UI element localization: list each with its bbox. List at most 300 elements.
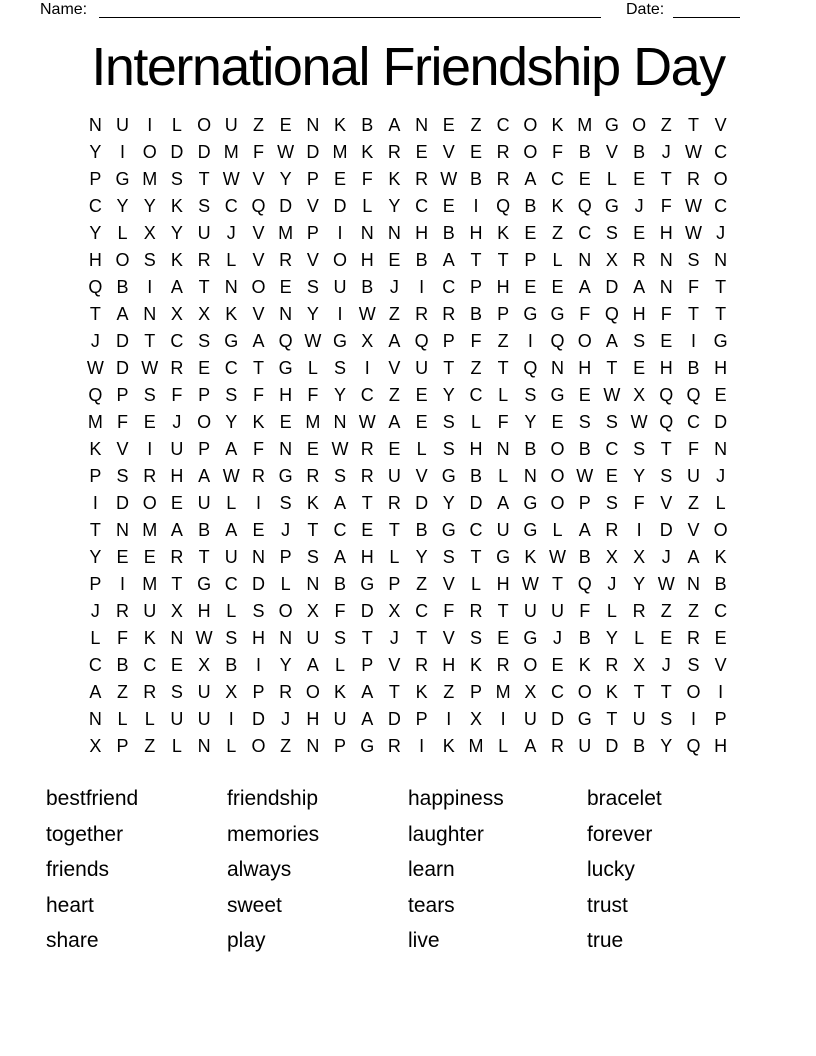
grid-letter: C	[496, 114, 510, 135]
grid-letter: P	[334, 735, 347, 756]
grid-letter: R	[387, 735, 401, 756]
grid-letter: S	[442, 438, 455, 459]
grid-letter: Q	[88, 384, 103, 405]
grid-letter: T	[198, 276, 210, 297]
grid-letter: K	[143, 627, 156, 648]
grid-letter: R	[415, 168, 429, 189]
grid-letter: E	[279, 276, 292, 297]
grid-letter: C	[551, 681, 565, 702]
grid-letter: R	[279, 249, 293, 270]
grid-letter: C	[578, 222, 592, 243]
grid-letter: V	[388, 654, 401, 675]
grid-letter: E	[660, 627, 673, 648]
grid-letter: B	[469, 465, 482, 486]
grid-letter: F	[470, 330, 482, 351]
grid-letter: N	[224, 276, 238, 297]
grid-letter: G	[278, 465, 293, 486]
grid-letter: E	[252, 519, 265, 540]
grid-letter: N	[306, 573, 320, 594]
grid-letter: F	[252, 384, 264, 405]
grid-letter: T	[552, 573, 564, 594]
grid-letter: S	[633, 438, 646, 459]
grid-letter: P	[306, 222, 319, 243]
grid-letter: M	[142, 573, 158, 594]
grid-letter: I	[255, 654, 261, 675]
grid-letter: R	[632, 600, 646, 621]
grid-letter: S	[334, 357, 347, 378]
grid-letter: Y	[415, 546, 428, 567]
grid-letter: J	[716, 222, 726, 243]
grid-letter: U	[415, 357, 429, 378]
grid-letter: V	[442, 141, 455, 162]
grid-letter: T	[361, 492, 373, 513]
grid-letter: S	[225, 627, 238, 648]
grid-letter: C	[551, 168, 565, 189]
grid-letter: B	[578, 141, 591, 162]
grid-letter: N	[686, 573, 700, 594]
grid-letter: N	[143, 303, 157, 324]
grid-letter: W	[684, 141, 702, 162]
grid-letter: A	[89, 681, 102, 702]
grid-letter: A	[388, 330, 401, 351]
grid-letter: O	[713, 519, 728, 540]
word-item: heart	[46, 893, 94, 917]
grid-letter: C	[469, 384, 483, 405]
grid-letter: Q	[686, 735, 701, 756]
grid-letter: X	[605, 249, 618, 270]
grid-letter: J	[389, 627, 399, 648]
grid-letter: K	[252, 411, 265, 432]
grid-letter: S	[334, 627, 347, 648]
grid-letter: S	[578, 411, 591, 432]
grid-letter: A	[442, 249, 455, 270]
grid-letter: N	[360, 222, 374, 243]
grid-letter: V	[252, 168, 265, 189]
grid-letter: L	[117, 708, 128, 729]
grid-letter: S	[279, 492, 292, 513]
grid-letter: S	[252, 600, 265, 621]
grid-letter: J	[90, 330, 100, 351]
grid-letter: I	[419, 276, 425, 297]
grid-letter: H	[496, 276, 510, 297]
grid-letter: G	[713, 330, 728, 351]
grid-letter: M	[495, 681, 511, 702]
grid-letter: U	[306, 627, 320, 648]
grid-letter: T	[89, 303, 101, 324]
grid-letter: U	[333, 708, 347, 729]
grid-letter: R	[387, 141, 401, 162]
grid-letter: E	[361, 519, 374, 540]
grid-letter: R	[116, 600, 130, 621]
grid-letter: B	[524, 438, 537, 459]
grid-letter: N	[659, 276, 673, 297]
grid-letter: N	[279, 627, 293, 648]
grid-letter: F	[633, 492, 645, 513]
grid-letter: S	[334, 465, 347, 486]
grid-letter: I	[419, 735, 425, 756]
grid-letter: T	[171, 573, 183, 594]
grid-letter: O	[523, 141, 538, 162]
grid-letter: E	[198, 357, 211, 378]
grid-letter: K	[442, 735, 455, 756]
grid-letter: G	[333, 330, 348, 351]
grid-letter: B	[578, 546, 591, 567]
grid-letter: R	[360, 465, 374, 486]
grid-letter: L	[634, 627, 645, 648]
grid-letter: M	[142, 519, 158, 540]
grid-letter: J	[553, 627, 563, 648]
grid-letter: H	[714, 735, 728, 756]
grid-letter: I	[636, 519, 642, 540]
grid-letter: E	[170, 654, 183, 675]
grid-letter: I	[718, 681, 724, 702]
grid-letter: E	[415, 411, 428, 432]
grid-letter: Z	[497, 330, 509, 351]
grid-letter: R	[197, 249, 211, 270]
grid-letter: I	[690, 708, 696, 729]
grid-letter: V	[252, 249, 265, 270]
grid-letter: Y	[334, 384, 347, 405]
grid-letter: B	[714, 573, 727, 594]
grid-letter: W	[141, 357, 159, 378]
grid-letter: Q	[604, 303, 619, 324]
grid-letter: G	[523, 627, 538, 648]
grid-letter: E	[551, 276, 564, 297]
grid-letter: M	[223, 141, 239, 162]
grid-letter: H	[306, 708, 320, 729]
grid-letter: Y	[89, 222, 102, 243]
grid-letter: I	[120, 141, 126, 162]
grid-letter: V	[714, 654, 727, 675]
grid-letter: T	[497, 249, 509, 270]
grid-letter: N	[197, 735, 211, 756]
grid-letter: D	[251, 708, 265, 729]
grid-letter: Z	[388, 384, 400, 405]
grid-letter: R	[496, 654, 510, 675]
grid-letter: E	[714, 384, 727, 405]
grid-letter: B	[633, 141, 646, 162]
grid-letter: E	[143, 411, 156, 432]
grid-letter: C	[88, 195, 102, 216]
grid-letter: O	[333, 249, 348, 270]
grid-letter: R	[496, 141, 510, 162]
grid-letter: V	[442, 573, 455, 594]
grid-letter: T	[470, 249, 482, 270]
grid-letter: L	[335, 654, 346, 675]
word-item: always	[227, 858, 292, 882]
grid-letter: Y	[605, 627, 618, 648]
grid-letter: S	[605, 411, 618, 432]
grid-letter: H	[279, 384, 293, 405]
grid-letter: F	[660, 195, 672, 216]
grid-letter: B	[524, 195, 537, 216]
grid-letter: T	[388, 519, 400, 540]
grid-letter: T	[660, 438, 672, 459]
grid-letter: A	[388, 114, 401, 135]
grid-letter: Q	[278, 330, 293, 351]
grid-letter: T	[443, 357, 455, 378]
grid-letter: E	[334, 168, 347, 189]
grid-letter: C	[224, 357, 238, 378]
grid-letter: J	[281, 519, 291, 540]
grid-letter: B	[225, 654, 238, 675]
grid-letter: D	[469, 492, 483, 513]
grid-letter: C	[143, 654, 157, 675]
grid-letter: A	[578, 519, 591, 540]
grid-letter: A	[524, 735, 537, 756]
word-item: learn	[408, 858, 455, 882]
grid-letter: J	[661, 654, 671, 675]
grid-letter: L	[90, 627, 101, 648]
grid-letter: T	[633, 681, 645, 702]
grid-letter: Z	[280, 735, 292, 756]
grid-letter: P	[89, 573, 102, 594]
grid-letter: R	[605, 654, 619, 675]
grid-letter: B	[469, 168, 482, 189]
grid-letter: W	[86, 357, 104, 378]
grid-letter: E	[605, 465, 618, 486]
grid-letter: B	[415, 519, 428, 540]
grid-letter: B	[334, 573, 347, 594]
word-item: bestfriend	[46, 787, 139, 810]
grid-letter: G	[577, 708, 592, 729]
grid-letter: G	[523, 492, 538, 513]
grid-letter: D	[605, 735, 619, 756]
grid-letter: E	[279, 114, 292, 135]
grid-letter: Z	[687, 600, 699, 621]
grid-letter: Y	[633, 465, 646, 486]
grid-letter: O	[278, 600, 293, 621]
grid-letter: G	[441, 465, 456, 486]
grid-letter: N	[415, 114, 429, 135]
grid-letter: I	[337, 303, 343, 324]
grid-letter: H	[496, 573, 510, 594]
grid-letter: F	[252, 438, 264, 459]
grid-letter: L	[606, 168, 617, 189]
grid-letter: C	[469, 519, 483, 540]
grid-letter: C	[170, 330, 184, 351]
grid-letter: E	[551, 411, 564, 432]
grid-letter: I	[364, 357, 370, 378]
date-label: Date:	[626, 1, 665, 18]
grid-letter: M	[142, 168, 158, 189]
grid-letter: O	[577, 330, 592, 351]
grid-letter: Z	[117, 681, 129, 702]
grid-letter: T	[307, 519, 319, 540]
grid-letter: K	[497, 222, 510, 243]
grid-letter: O	[550, 438, 565, 459]
grid-letter: O	[142, 492, 157, 513]
grid-letter: F	[687, 276, 699, 297]
grid-letter: E	[469, 141, 482, 162]
grid-letter: C	[714, 195, 728, 216]
grid-letter: J	[90, 600, 100, 621]
grid-letter: V	[306, 195, 319, 216]
grid-letter: R	[170, 546, 184, 567]
grid-letter: D	[279, 195, 293, 216]
grid-letter: D	[415, 492, 429, 513]
grid-letter: I	[147, 438, 153, 459]
grid-letter: A	[252, 330, 265, 351]
grid-letter: J	[634, 195, 644, 216]
grid-letter: P	[578, 492, 591, 513]
grid-letter: L	[552, 519, 563, 540]
page-title: International Friendship Day	[91, 37, 725, 97]
grid-letter: I	[228, 708, 234, 729]
grid-letter: Y	[633, 573, 646, 594]
grid-letter: E	[170, 492, 183, 513]
grid-letter: E	[279, 411, 292, 432]
grid-letter: K	[415, 681, 428, 702]
grid-letter: E	[306, 438, 319, 459]
grid-letter: A	[225, 519, 238, 540]
grid-letter: P	[306, 168, 319, 189]
grid-letter: F	[552, 141, 564, 162]
grid-letter: G	[360, 573, 375, 594]
grid-letter: N	[578, 249, 592, 270]
grid-letter: Q	[550, 330, 565, 351]
grid-letter: Z	[443, 681, 455, 702]
grid-letter: P	[116, 384, 129, 405]
grid-letter: G	[604, 195, 619, 216]
grid-letter: R	[170, 357, 184, 378]
grid-letter: G	[278, 357, 293, 378]
grid-letter: S	[687, 654, 700, 675]
grid-letter: Z	[470, 357, 482, 378]
word-item: true	[587, 929, 624, 953]
grid-letter: D	[551, 708, 565, 729]
grid-letter: J	[226, 222, 236, 243]
grid-letter: L	[362, 195, 373, 216]
grid-letter: R	[686, 627, 700, 648]
grid-letter: R	[387, 492, 401, 513]
grid-letter: T	[198, 546, 210, 567]
grid-letter: W	[358, 411, 376, 432]
grid-letter: Q	[659, 384, 674, 405]
grid-letter: I	[92, 492, 98, 513]
grid-letter: P	[279, 546, 292, 567]
grid-letter: E	[633, 168, 646, 189]
grid-letter: A	[687, 546, 700, 567]
word-item: share	[46, 929, 99, 953]
grid-letter: Q	[88, 276, 103, 297]
grid-letter: X	[170, 303, 183, 324]
grid-letter: Y	[143, 195, 156, 216]
grid-letter: I	[337, 222, 343, 243]
grid-letter: U	[523, 600, 537, 621]
grid-letter: Q	[414, 330, 429, 351]
grid-letter: Z	[470, 114, 482, 135]
grid-letter: V	[252, 222, 265, 243]
grid-letter: U	[551, 600, 565, 621]
grid-letter: A	[334, 492, 347, 513]
grid-letter: U	[686, 465, 700, 486]
grid-letter: P	[497, 303, 510, 324]
grid-letter: N	[170, 627, 184, 648]
grid-letter: D	[170, 141, 184, 162]
grid-letter: T	[470, 546, 482, 567]
grid-letter: S	[687, 249, 700, 270]
grid-letter: O	[197, 411, 212, 432]
grid-letter: D	[360, 600, 374, 621]
grid-letter: R	[551, 735, 565, 756]
grid-letter: A	[306, 654, 319, 675]
grid-letter: O	[142, 141, 157, 162]
grid-letter: O	[550, 465, 565, 486]
grid-letter: Y	[442, 384, 455, 405]
grid-letter: F	[307, 384, 319, 405]
grid-letter: J	[281, 708, 291, 729]
grid-letter: F	[660, 303, 672, 324]
grid-letter: W	[304, 330, 322, 351]
grid-letter: E	[116, 546, 129, 567]
grid-letter: X	[633, 384, 646, 405]
grid-letter: O	[251, 276, 266, 297]
grid-letter: S	[198, 330, 211, 351]
grid-letter: O	[197, 114, 212, 135]
grid-letter: K	[469, 654, 482, 675]
grid-letter: R	[360, 438, 374, 459]
grid-letter: G	[441, 519, 456, 540]
grid-letter: K	[170, 195, 183, 216]
grid-letter: G	[550, 384, 565, 405]
grid-letter: X	[633, 654, 646, 675]
grid-letter: Y	[279, 654, 292, 675]
grid-letter: A	[361, 681, 374, 702]
grid-letter: E	[442, 195, 455, 216]
grid-letter: D	[197, 141, 211, 162]
grid-letter: T	[89, 519, 101, 540]
grid-letter: K	[306, 492, 319, 513]
grid-letter: J	[389, 276, 399, 297]
grid-letter: H	[659, 357, 673, 378]
word-item: sweet	[227, 893, 282, 917]
grid-letter: X	[225, 681, 238, 702]
grid-letter: B	[415, 249, 428, 270]
grid-letter: L	[498, 465, 509, 486]
grid-letter: T	[388, 681, 400, 702]
grid-letter: R	[306, 465, 320, 486]
grid-letter: Q	[523, 357, 538, 378]
word-item: happiness	[408, 787, 504, 810]
grid-letter: J	[716, 465, 726, 486]
grid-letter: X	[361, 330, 374, 351]
grid-letter: A	[170, 276, 183, 297]
grid-letter: P	[198, 438, 211, 459]
grid-letter: E	[578, 384, 591, 405]
grid-letter: B	[442, 222, 455, 243]
grid-letter: C	[714, 141, 728, 162]
grid-letter: X	[633, 546, 646, 567]
grid-letter: D	[605, 276, 619, 297]
grid-letter: R	[469, 600, 483, 621]
grid-letter: O	[115, 249, 130, 270]
grid-letter: L	[226, 735, 237, 756]
grid-letter: G	[360, 735, 375, 756]
grid-letter: C	[224, 195, 238, 216]
grid-letter: S	[143, 249, 156, 270]
word-search-grid	[82, 111, 735, 759]
grid-letter: N	[714, 249, 728, 270]
grid-letter: H	[415, 222, 429, 243]
grid-letter: S	[306, 276, 319, 297]
grid-letter: U	[523, 708, 537, 729]
grid-letter: K	[605, 681, 618, 702]
grid-letter: B	[687, 357, 700, 378]
grid-letter: V	[252, 303, 265, 324]
grid-letter: H	[469, 222, 483, 243]
grid-letter: A	[198, 465, 211, 486]
